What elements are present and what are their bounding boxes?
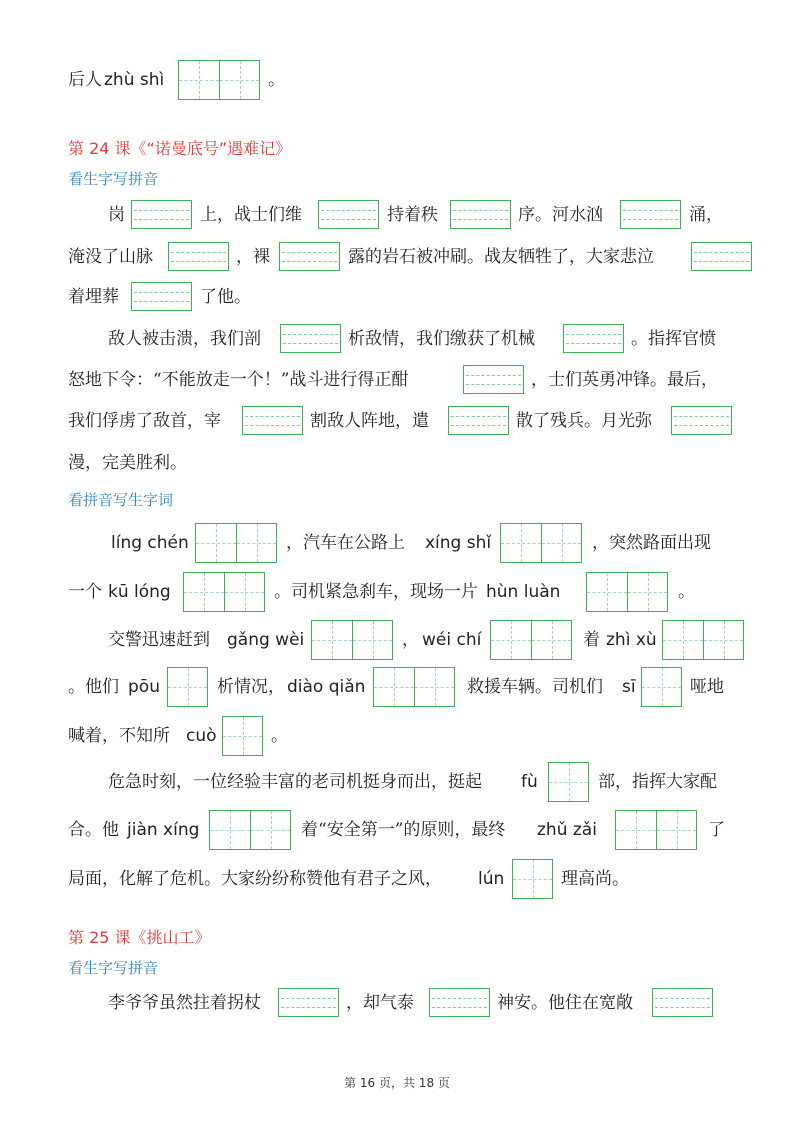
pinyin-box[interactable]	[429, 988, 490, 1017]
text: ，裸	[236, 247, 270, 267]
text: ，突然路面出现	[592, 533, 711, 553]
text: 着埋葬	[68, 287, 119, 307]
section-heading: 看生字写拼音	[68, 959, 159, 977]
pinyin-box[interactable]	[620, 200, 681, 229]
text: 危急时刻，一位经验丰富的老司机挺身而出，挺起	[108, 772, 482, 792]
text: 持着秩	[387, 205, 438, 225]
text: 着	[583, 630, 600, 650]
pinyin: wéi chí	[422, 630, 482, 650]
text: 神安。他住在宽敞	[497, 993, 633, 1013]
char-box[interactable]	[183, 572, 265, 612]
pinyin-box[interactable]	[168, 242, 229, 271]
text: 救援车辆。司机们	[467, 677, 603, 697]
pinyin: diào qiǎn	[287, 677, 366, 697]
char-box[interactable]	[167, 667, 208, 707]
char-box[interactable]	[178, 60, 260, 100]
char-box[interactable]	[222, 716, 263, 756]
pinyin-box[interactable]	[448, 406, 509, 435]
lesson-25-title: 第 25 课《挑山工》	[68, 928, 211, 947]
pinyin-box[interactable]	[318, 200, 379, 229]
text: 了	[708, 820, 725, 840]
pinyin: fù	[521, 772, 538, 792]
pinyin: xíng shǐ	[425, 533, 492, 553]
char-box[interactable]	[373, 667, 455, 707]
text: 哑地	[690, 677, 724, 697]
text: 露的岩石被冲刷。战友牺牲了，大家悲泣	[348, 247, 654, 267]
text: 淹没了山脉	[68, 247, 153, 267]
char-box[interactable]	[512, 859, 553, 899]
text: 怒地下令：“不能放走一个！”战斗进行得正酣	[68, 370, 409, 390]
text: 。指挥官愤	[631, 329, 716, 349]
text: 序。河水汹	[518, 205, 603, 225]
text: ，士们英勇冲锋。最后，	[531, 370, 718, 390]
pinyin-box[interactable]	[278, 988, 339, 1017]
pinyin: pōu	[128, 677, 160, 697]
char-box[interactable]	[586, 572, 668, 612]
pinyin: zhì xù	[606, 630, 657, 650]
text: 。	[268, 70, 285, 90]
char-box[interactable]	[641, 667, 682, 707]
text: 割敌人阵地，遣	[310, 411, 429, 431]
pinyin: lún	[478, 869, 505, 889]
text: 涌，	[689, 205, 723, 225]
char-box[interactable]	[195, 523, 277, 563]
text: 。	[678, 582, 695, 602]
pinyin-box[interactable]	[279, 242, 340, 271]
section-heading: 看拼音写生字词	[68, 491, 174, 509]
pinyin-box[interactable]	[450, 200, 511, 229]
pinyin-box[interactable]	[463, 365, 524, 394]
text: 散了残兵。月光弥	[516, 411, 652, 431]
pinyin-box[interactable]	[280, 324, 341, 353]
text: 局面，化解了危机。大家纷纷称赞他有君子之风，	[68, 869, 442, 889]
pinyin: zhǔ zǎi	[537, 820, 597, 840]
text: ，却气泰	[346, 993, 414, 1013]
text: 上，战士们维	[200, 205, 302, 225]
pinyin-box[interactable]	[131, 200, 192, 229]
pinyin-box[interactable]	[563, 324, 624, 353]
pinyin-box[interactable]	[652, 988, 713, 1017]
text: 交警迅速赶到	[108, 630, 210, 650]
pinyin-box[interactable]	[691, 242, 752, 271]
text: 李爷爷虽然拄着拐杖	[108, 993, 261, 1013]
page-footer: 第 16 页，共 18 页	[344, 1076, 450, 1090]
text: ，	[402, 630, 419, 650]
pinyin: cuò	[186, 726, 217, 746]
text: 着“安全第一”的原则，最终	[301, 820, 506, 840]
pinyin: gǎng wèi	[227, 630, 305, 650]
text: 我们俘虏了敌首，宰	[68, 411, 221, 431]
pinyin: jiàn xíng	[127, 820, 200, 840]
text: 喊着，不知所	[68, 726, 170, 746]
text: 漫，完美胜利。	[68, 453, 187, 473]
pinyin: kū lóng	[108, 582, 171, 602]
pinyin: zhù shì	[104, 70, 165, 90]
pinyin: hùn luàn	[486, 582, 561, 602]
text: 了他。	[200, 287, 251, 307]
text: 部，指挥大家配	[598, 772, 717, 792]
text: 。	[271, 726, 288, 746]
char-box[interactable]	[615, 810, 697, 850]
text: 敌人被击溃，我们剖	[108, 329, 261, 349]
pinyin: sī	[622, 677, 636, 697]
text: 后人	[68, 70, 102, 90]
text: 理高尚。	[561, 869, 629, 889]
pinyin-box[interactable]	[671, 406, 732, 435]
char-box[interactable]	[490, 620, 572, 660]
pinyin-box[interactable]	[242, 406, 303, 435]
text: 。司机紧急刹车，现场一片	[274, 582, 478, 602]
char-box[interactable]	[311, 620, 393, 660]
pinyin-box[interactable]	[131, 282, 192, 311]
text: 析情况，	[217, 677, 285, 697]
pinyin: líng chén	[111, 533, 189, 553]
char-box[interactable]	[548, 762, 589, 802]
text: 。他们	[68, 677, 119, 697]
section-heading: 看生字写拼音	[68, 170, 159, 188]
lesson-24-title: 第 24 课《“诺曼底号”遇难记》	[68, 139, 292, 158]
text: ，汽车在公路上	[286, 533, 405, 553]
text: 岗	[108, 205, 125, 225]
char-box[interactable]	[209, 810, 291, 850]
char-box[interactable]	[662, 620, 744, 660]
char-box[interactable]	[500, 523, 582, 563]
text: 一个	[68, 582, 102, 602]
text: 析敌情，我们缴获了机械	[348, 329, 535, 349]
text: 合。他	[68, 820, 119, 840]
